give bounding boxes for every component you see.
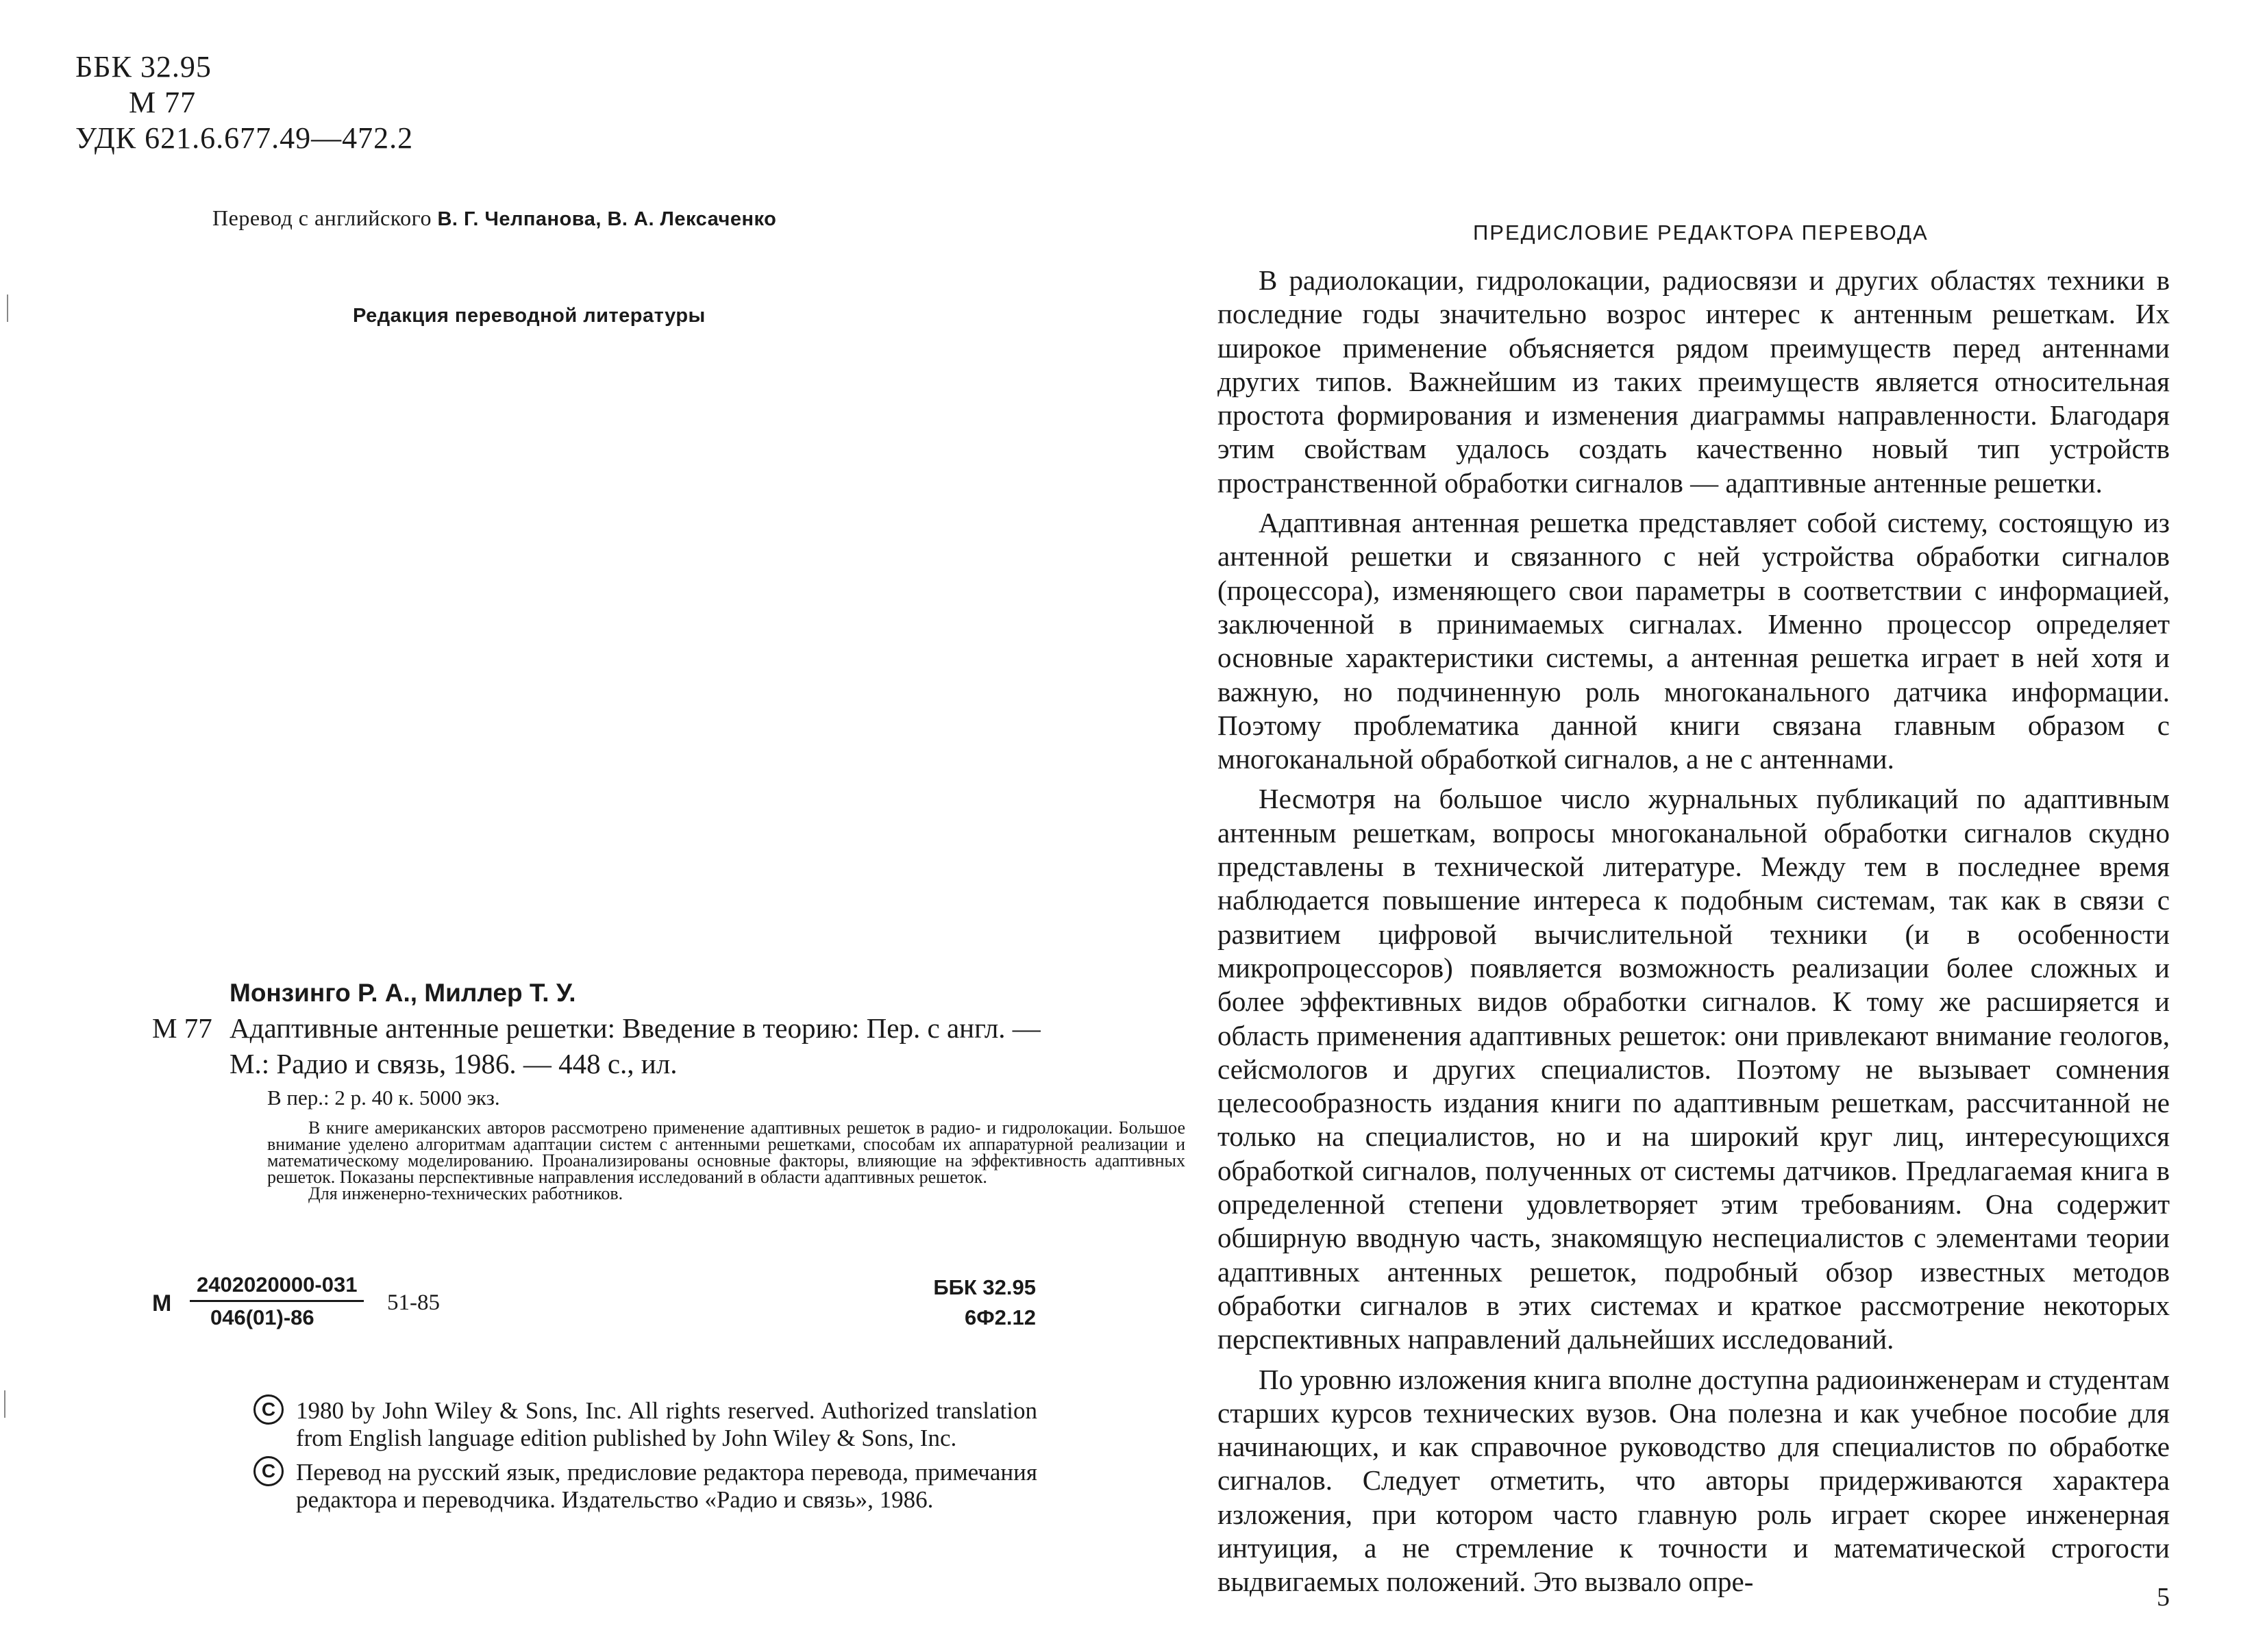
catalog-title: Адаптивные антенные решетки: Введение в теорию: Пер. с англ. — М.: Радио и связь, 1986. — 448 с., ил. bbox=[230, 1012, 1041, 1079]
class-bbk: ББК 32.95 bbox=[933, 1275, 1036, 1299]
copyright-original bbox=[261, 1397, 1037, 1452]
translators-prefix: Перевод с английского bbox=[212, 205, 432, 230]
classification-codes bbox=[75, 49, 413, 156]
class-numerator: 2402020000-031 bbox=[190, 1273, 364, 1302]
copyright-text: Перевод на русский язык, предисловие редактора перевода, примечания редактора и переводчика. Издательство «Радио и связь», 1986. bbox=[296, 1459, 1037, 1513]
catalog-authors: Монзинго Р. А., Миллер Т. У. bbox=[230, 979, 576, 1007]
scan-edge-mark bbox=[7, 295, 8, 322]
copyright-icon: С bbox=[253, 1394, 284, 1425]
preface-body bbox=[1217, 264, 2170, 1605]
udk-code: УДК 621.6.677.49—472.2 bbox=[75, 121, 414, 155]
copyright-text: 1980 by John Wiley & Sons, Inc. All rights reserved. Authorized translation from English language edition published by John Wiley & Sons, Inc. bbox=[296, 1397, 1037, 1451]
preface-title: ПРЕДИСЛОВИЕ РЕДАКТОРА ПЕРЕВОДА bbox=[1473, 221, 1929, 245]
preface-paragraph: По уровню изложения книга вполне доступна радиоинженерам и студентам старших курсов технических вузов. Она полезна и как учебное пособие для начинающих, и как справочное руководство для специалистов по обработке сигналов. Следует отметить, что авторы придерживаются характера изложения, при котором часто главную роль играет скорее инженерная интуиция, а не стремление к точности и математической строгости выдвигаемых положений. Это вызвало опре- bbox=[1217, 1363, 2170, 1598]
class-order: 51-85 bbox=[387, 1290, 440, 1315]
cutter-code: М 77 bbox=[129, 86, 197, 119]
annotation-paragraph: Для инженерно-технических работников. bbox=[308, 1184, 623, 1203]
classification-fraction bbox=[152, 1273, 1036, 1341]
editorial-office: Редакция переводной литературы bbox=[353, 305, 706, 327]
class-code: 6Ф2.12 bbox=[964, 1305, 1036, 1329]
preface-paragraph: В радиолокации, гидролокации, радиосвязи и других областях техники в последние годы значительно возрос интерес к антенным решеткам. Их широкое применение объясняется рядом преимуществ перед антеннами других типов. Важнейшим из таких преимуществ является относительная простота формирования и изменения диаграммы направленности. Благодаря этим свойствам удалось создать качественно новый тип устройств пространственной обработки сигналов — адаптивные антенные решетки. bbox=[1217, 264, 2170, 499]
catalog-price: В пер.: 2 р. 40 к. 5000 экз. bbox=[267, 1086, 500, 1110]
copyright-block bbox=[261, 1397, 1037, 1520]
preface-paragraph: Адаптивная антенная решетка представляет собой систему, состоящую из антенной решетки и связанного с ней устройства обработки сигналов (процессора), изменяющего свои параметры в соответствии с информацией, заключенной в принимаемых сигналах. Именно процессор определяет основные характеристики системы, а антенная решетка играет в ней хотя и важную, но подчиненную роль многоканального датчика информации. Поэтому проблематика данной книги связана главным образом с многоканальной обработкой сигналов, а не с антеннами. bbox=[1217, 507, 2170, 775]
translators-names: В. Г. Челпанова, В. А. Лексаченко bbox=[437, 208, 777, 230]
bbk-code: ББК 32.95 bbox=[75, 50, 212, 84]
catalog-annotation bbox=[267, 1120, 1185, 1202]
class-letter: М bbox=[152, 1290, 172, 1316]
preface-paragraph: Несмотря на большое число журнальных публикаций по адаптивным антенным решеткам, вопросы многоканальной обработки сигналов скудно представлены в технической литературе. Между тем в последнее время наблюдается повышение интереса к подобным системам, так как в связи с развитием цифровой вычислительной техники (и в особенности микропроцессоров) появляется возможность реализации более сложных и более эффективных видов обработки сигналов. К тому же расширяется и область применения адаптивных решеток: они привлекают внимание геологов, сейсмологов и других специалистов. Поэтому не вызывает сомнения целесообразность издания книги по адаптивным решеткам, рассчитанной не только на специалистов, но и на широкий круг лиц, интересующихся обработкой сигналов, полученных от системы датчиков. Предлагаемая книга в определенной степени удовлетворяет этим требованиям. Она содержит обширную вводную часть, знакомящую неспециалистов с элементами теории адаптивных антенных решеток, подробный обзор известных методов обработки сигналов в этих системах и краткое рассмотрение некоторых перспективных направлений дальнейших исследований. bbox=[1217, 783, 2170, 1355]
class-denominator: 046(01)-86 bbox=[210, 1305, 314, 1329]
copyright-translation bbox=[261, 1459, 1037, 1514]
catalog-code: М 77 bbox=[152, 1012, 212, 1044]
annotation-paragraph: В книге американских авторов рассмотрено применение адаптивных решеток в радио- и гидролокации. Большое внимание уделено алгоритмам адаптации систем с антенными решетками, способам их аппаратурной реализации и математическому моделированию. Проанализированы основные факторы, влияющие на эффективность адаптивных решеток. Показаны перспективные направления исследований в области адаптивных решеток. bbox=[267, 1118, 1185, 1187]
right-page bbox=[1121, 0, 2241, 1652]
copyright-icon: С bbox=[253, 1456, 284, 1486]
scan-edge-mark bbox=[4, 1390, 5, 1418]
translators-line bbox=[212, 205, 776, 231]
catalog-card bbox=[152, 976, 1185, 1203]
page-number: 5 bbox=[2157, 1583, 2170, 1612]
class-right-block bbox=[933, 1273, 1036, 1333]
